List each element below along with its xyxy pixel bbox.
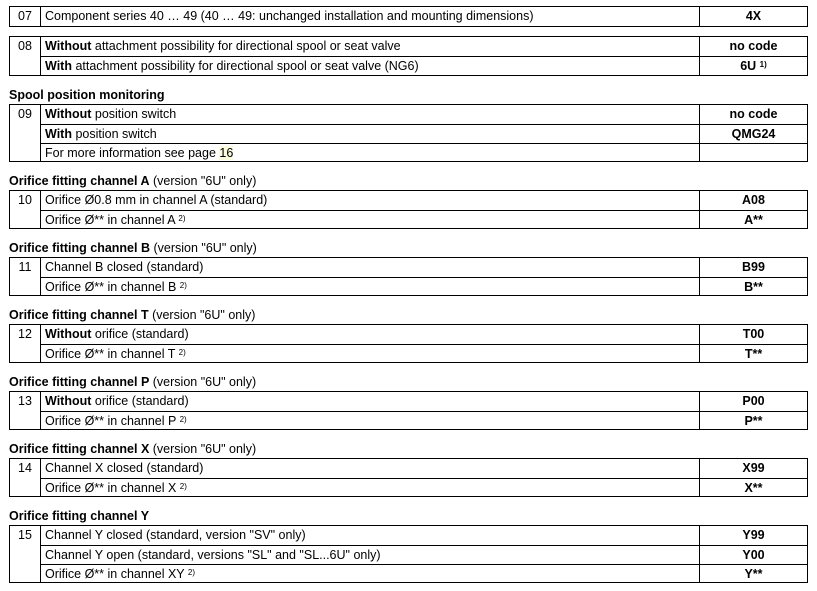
order-code: T** <box>699 345 807 363</box>
item-number: 13 <box>10 392 41 429</box>
order-code: A** <box>699 211 807 229</box>
item-number: 09 <box>10 105 41 161</box>
row-description: For more information see page 16 <box>45 146 234 160</box>
footnote-ref: 2) <box>179 415 187 424</box>
section-title: Orifice fitting channel P (version "6U" only) <box>9 375 257 389</box>
order-code: T00 <box>699 325 807 344</box>
table-08 <box>9 36 808 76</box>
item-number: 11 <box>10 258 41 295</box>
order-code: Y00 <box>699 546 807 564</box>
table-15 <box>9 525 808 583</box>
item-number: 10 <box>10 191 41 228</box>
item-number: 07 <box>10 7 41 26</box>
table-11 <box>9 257 808 296</box>
footnote-ref: 2) <box>179 281 187 290</box>
section-title: Orifice fitting channel B (version "6U" only) <box>9 241 257 255</box>
table-row <box>41 105 807 124</box>
order-code: A08 <box>699 191 807 210</box>
table-row <box>41 143 807 162</box>
table-07 <box>9 6 808 27</box>
table-row <box>41 37 807 56</box>
table-row <box>41 56 807 75</box>
footnote-ref: 2) <box>178 214 186 223</box>
table-row <box>41 277 807 296</box>
row-description: Without position switch <box>45 107 177 121</box>
table-row <box>41 392 807 411</box>
table-12 <box>9 324 808 363</box>
order-code: Y** <box>699 565 807 583</box>
table-row <box>41 191 807 210</box>
table-13 <box>9 391 808 430</box>
table-row <box>41 7 807 26</box>
order-code: B** <box>699 278 807 296</box>
table-row <box>41 478 807 497</box>
row-description: Channel Y closed (standard, version "SV" only) <box>45 528 306 542</box>
order-code-empty <box>699 144 807 162</box>
row-description: Channel X closed (standard) <box>45 461 204 475</box>
table-row <box>41 124 807 143</box>
row-description: Orifice Ø** in channel X $^{2)}$ <box>45 481 187 495</box>
order-code: 4X <box>699 7 807 26</box>
row-description: With attachment possibility for directional spool or seat valve (NG6) <box>45 59 419 73</box>
section-title: Orifice fitting channel Y <box>9 509 150 523</box>
order-code: Y99 <box>699 526 807 545</box>
item-number: 12 <box>10 325 41 362</box>
table-row <box>41 258 807 277</box>
table-14 <box>9 458 808 497</box>
row-description: Orifice Ø** in channel A $^{2)}$ <box>45 213 186 227</box>
footnote-ref: 2) <box>187 568 196 577</box>
row-description: Component series 40 … 49 (40 … 49: unchanged installation and mounting dimensions) <box>45 9 534 23</box>
row-description: Without orifice (standard) <box>45 394 189 408</box>
item-number: 08 <box>10 37 41 75</box>
order-code: no code <box>699 37 807 56</box>
section-title: Spool position monitoring <box>9 88 165 102</box>
row-description: Orifice Ø** in channel B $^{2)}$ <box>45 280 187 294</box>
order-code: 6U $^{1)}$ <box>699 57 807 75</box>
section-title: Orifice fitting channel T (version "6U" only) <box>9 308 256 322</box>
row-description: Orifice Ø0.8 mm in channel A (standard) <box>45 193 268 207</box>
order-code: no code <box>699 105 807 124</box>
table-row <box>41 526 807 545</box>
footnote-ref: 1) <box>759 60 767 69</box>
section-title: Orifice fitting channel X (version "6U" only) <box>9 442 257 456</box>
order-code: B99 <box>699 258 807 277</box>
order-code: X** <box>699 479 807 497</box>
order-code: P00 <box>699 392 807 411</box>
table-10 <box>9 190 808 229</box>
table-09 <box>9 104 808 162</box>
table-row <box>41 545 807 564</box>
row-description: Orifice Ø** in channel T $^{2)}$ <box>45 347 186 361</box>
row-description: Channel Y open (standard, versions "SL" and "SL...6U" only) <box>45 548 381 562</box>
row-description: Channel B closed (standard) <box>45 260 204 274</box>
table-row <box>41 210 807 229</box>
table-row <box>41 564 807 583</box>
footnote-ref: 2) <box>179 482 187 491</box>
table-row <box>41 325 807 344</box>
row-description: Without orifice (standard) <box>45 327 189 341</box>
row-description: With position switch <box>45 127 157 141</box>
table-row <box>41 459 807 478</box>
order-code: X99 <box>699 459 807 478</box>
order-code: P** <box>699 412 807 430</box>
table-row <box>41 344 807 363</box>
page-link[interactable]: 16 <box>219 146 234 160</box>
row-description: Orifice Ø** in channel XY $^{2)}$ <box>45 567 196 581</box>
item-number: 15 <box>10 526 41 582</box>
section-title: Orifice fitting channel A (version "6U" only) <box>9 174 257 188</box>
item-number: 14 <box>10 459 41 496</box>
table-row <box>41 411 807 430</box>
footnote-ref: 2) <box>178 348 186 357</box>
order-code: QMG24 <box>699 125 807 143</box>
row-description: Orifice Ø** in channel P $^{2)}$ <box>45 414 187 428</box>
row-description: Without attachment possibility for directional spool or seat valve <box>45 39 401 53</box>
